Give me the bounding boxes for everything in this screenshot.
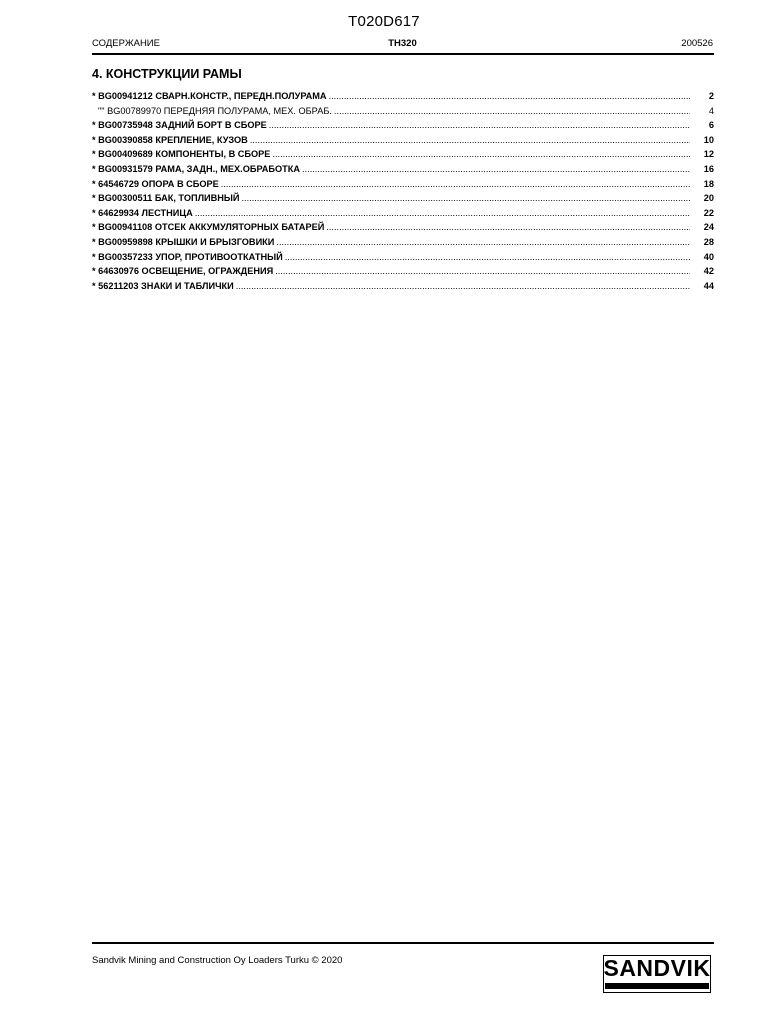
sandvik-logo bbox=[603, 955, 711, 993]
toc-leader-dots bbox=[272, 147, 690, 162]
logo-underline-bar bbox=[605, 983, 709, 989]
toc-leader-dots bbox=[302, 162, 690, 177]
toc-leader-dots bbox=[250, 133, 690, 148]
toc-entry[interactable] bbox=[92, 279, 714, 294]
toc-entry[interactable] bbox=[92, 220, 714, 235]
toc-entry-page: 20 bbox=[703, 193, 714, 204]
toc-leader-dots bbox=[334, 104, 690, 119]
toc-leader-dots bbox=[276, 235, 690, 250]
toc-entry-page: 16 bbox=[703, 163, 714, 174]
toc-entry-title: * 64630976 ОСВЕЩЕНИЕ, ОГРАЖДЕНИЯ bbox=[92, 266, 274, 277]
toc-entry-page: 10 bbox=[703, 134, 714, 145]
toc-entry-title: * BG00959898 КРЫШКИ И БРЫЗГОВИКИ bbox=[92, 236, 275, 247]
toc-leader-dots bbox=[269, 118, 690, 133]
toc-entry-title: * 64629934 ЛЕСТНИЦА bbox=[92, 207, 193, 218]
toc-entry[interactable] bbox=[92, 206, 714, 221]
section-title: 4. КОНСТРУКЦИИ РАМЫ bbox=[92, 67, 242, 81]
toc-entry-page: 4 bbox=[708, 105, 714, 116]
toc-entry-title: "" BG00789970 ПЕРЕДНЯЯ ПОЛУРАМА, МЕХ. ОБРАБ. bbox=[98, 105, 332, 116]
toc-leader-dots bbox=[241, 191, 690, 206]
toc-entry[interactable] bbox=[92, 133, 714, 148]
toc-entry-page: 28 bbox=[703, 236, 714, 247]
toc-entry-page: 6 bbox=[708, 120, 714, 131]
toc-entry[interactable] bbox=[92, 118, 714, 133]
toc-entry-page: 40 bbox=[703, 251, 714, 262]
toc-leader-dots bbox=[326, 220, 690, 235]
toc-entry[interactable] bbox=[92, 89, 714, 104]
toc-entry-page: 44 bbox=[703, 280, 714, 291]
document-code: T020D617 bbox=[348, 13, 420, 30]
toc-entry[interactable] bbox=[92, 162, 714, 177]
toc-leader-dots bbox=[329, 89, 690, 104]
toc-entry-title: * 64546729 ОПОРА В СБОРЕ bbox=[92, 178, 219, 189]
toc-entry-title: * BG00390858 КРЕПЛЕНИЕ, КУЗОВ bbox=[92, 134, 248, 145]
toc-leader-dots bbox=[221, 177, 690, 192]
toc-entry-page: 18 bbox=[703, 178, 714, 189]
page-header bbox=[92, 38, 713, 50]
toc-entry-title: * BG00941212 СВАРН.КОНСТР., ПЕРЕДН.ПОЛУРАМА bbox=[92, 91, 327, 101]
toc-entry-title: * BG00931579 РАМА, ЗАДН., МЕХ.ОБРАБОТКА bbox=[92, 163, 301, 174]
toc-entry-title: * BG00735948 ЗАДНИЙ БОРТ В СБОРЕ bbox=[92, 120, 267, 131]
toc-leader-dots bbox=[285, 250, 690, 265]
header-contents-label: СОДЕРЖАНИЕ bbox=[92, 38, 160, 49]
toc-entry-title: * BG00941108 ОТСЕК АККУМУЛЯТОРНЫХ БАТАРЕЙ bbox=[92, 222, 325, 233]
toc-entry-title: * BG00357233 УПОР, ПРОТИВООТКАТНЫЙ bbox=[92, 251, 283, 262]
toc-entry-page: 42 bbox=[703, 266, 714, 277]
toc-entry-page: 22 bbox=[703, 207, 714, 218]
toc-leader-dots bbox=[195, 206, 690, 221]
toc-entry-title: * BG00409689 КОМПОНЕНТЫ, В СБОРЕ bbox=[92, 149, 271, 160]
table-of-contents bbox=[92, 89, 714, 293]
header-divider bbox=[92, 53, 714, 55]
header-model: TH320 bbox=[388, 38, 417, 49]
copyright-notice: Sandvik Mining and Construction Oy Loaders Turku © 2020 bbox=[92, 955, 343, 966]
toc-entry[interactable] bbox=[92, 104, 714, 119]
toc-entry-page: 24 bbox=[703, 222, 714, 233]
toc-entry[interactable] bbox=[92, 191, 714, 206]
toc-entry[interactable] bbox=[92, 264, 714, 279]
toc-entry[interactable] bbox=[92, 147, 714, 162]
toc-entry-page: 2 bbox=[708, 91, 714, 101]
toc-entry-title: * BG00300511 БАК, ТОПЛИВНЫЙ bbox=[92, 193, 240, 204]
header-date-code: 200526 bbox=[681, 38, 713, 49]
toc-entry-page: 12 bbox=[703, 149, 714, 160]
toc-leader-dots bbox=[236, 279, 690, 294]
toc-entry[interactable] bbox=[92, 235, 714, 250]
toc-entry[interactable] bbox=[92, 250, 714, 265]
footer-divider bbox=[92, 942, 714, 944]
logo-wordmark: SANDVIK bbox=[603, 955, 711, 981]
toc-entry-title: * 56211203 ЗНАКИ И ТАБЛИЧКИ bbox=[92, 280, 234, 291]
toc-leader-dots bbox=[275, 264, 690, 279]
toc-entry[interactable] bbox=[92, 177, 714, 192]
